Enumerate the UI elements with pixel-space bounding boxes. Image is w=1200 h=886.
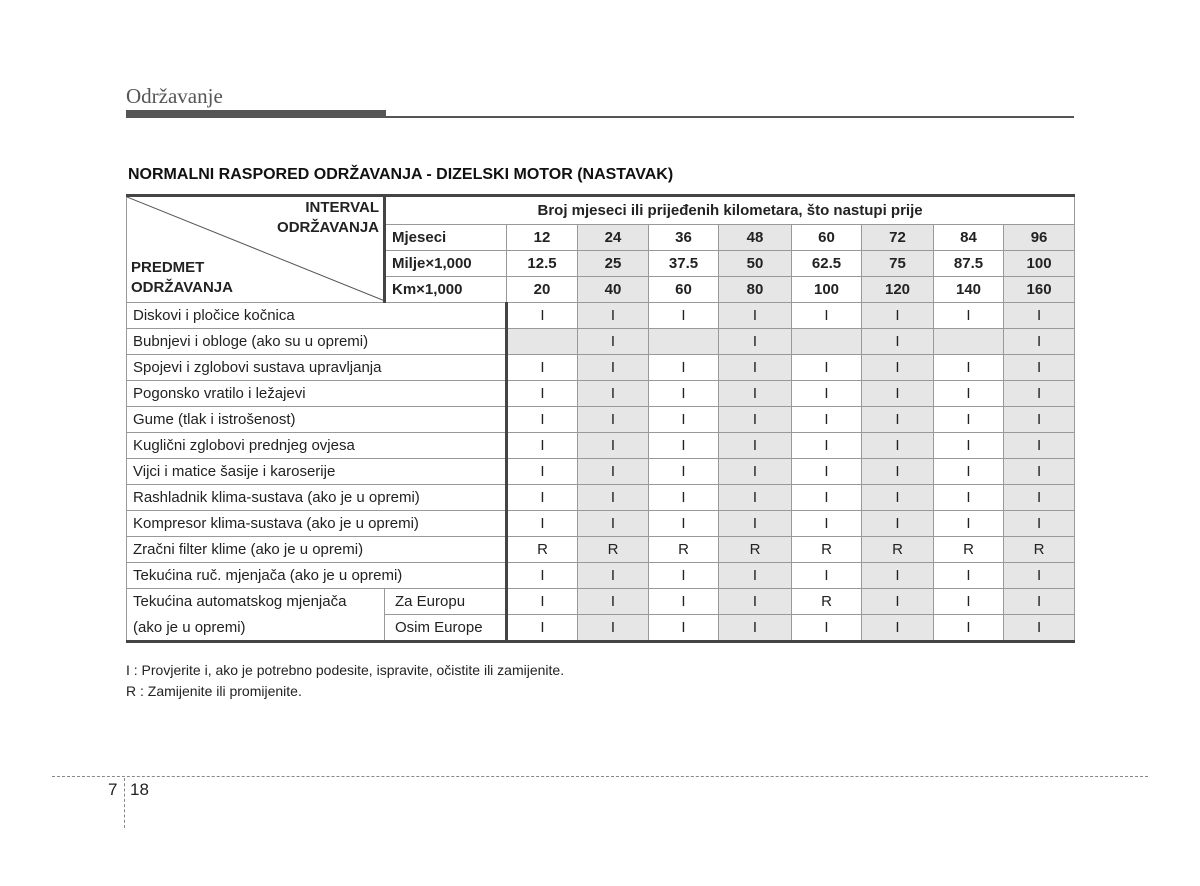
km-cell: 100: [792, 277, 862, 303]
item-label: Tekućina ruč. mjenjača (ako je u opremi): [127, 563, 507, 589]
schedule-mark: I: [719, 589, 792, 615]
schedule-mark: I: [1004, 303, 1075, 329]
schedule-mark: I: [862, 485, 934, 511]
schedule-mark: I: [1004, 563, 1075, 589]
schedule-mark: I: [507, 355, 578, 381]
item-label-line1: PREDMET: [131, 259, 205, 276]
schedule-mark: I: [507, 459, 578, 485]
schedule-mark: R: [507, 537, 578, 563]
page-number: 18: [130, 780, 149, 799]
schedule-mark: I: [578, 303, 649, 329]
schedule-mark: I: [578, 485, 649, 511]
schedule-mark: I: [649, 589, 719, 615]
schedule-mark: I: [934, 433, 1004, 459]
km-cell: 80: [719, 277, 792, 303]
schedule-mark: I: [862, 303, 934, 329]
schedule-mark: I: [792, 563, 862, 589]
table-row: [127, 303, 1075, 329]
schedule-mark: R: [934, 537, 1004, 563]
interval-label-line1: INTERVAL: [305, 199, 379, 216]
miles-cell: 25: [578, 251, 649, 277]
schedule-mark: I: [719, 303, 792, 329]
schedule-mark: R: [719, 537, 792, 563]
schedule-mark: I: [862, 355, 934, 381]
legend-replace: R : Zamijenite ili promijenite.: [126, 683, 302, 699]
schedule-mark: I: [934, 407, 1004, 433]
interval-span-header: Broj mjeseci ili prijeđenih kilometara, što nastupi prije: [385, 196, 1075, 225]
km-cell: 60: [649, 277, 719, 303]
item-label: Pogonsko vratilo i ležajevi: [127, 381, 507, 407]
table-row: [127, 433, 1075, 459]
km-cell: 140: [934, 277, 1004, 303]
schedule-mark: R: [649, 537, 719, 563]
schedule-mark: I: [719, 433, 792, 459]
schedule-mark: I: [1004, 433, 1075, 459]
months-cell: 72: [862, 225, 934, 251]
km-label: Km×1,000: [385, 277, 507, 303]
schedule-mark: I: [578, 407, 649, 433]
schedule-mark: [649, 329, 719, 355]
schedule-mark: I: [649, 433, 719, 459]
schedule-mark: I: [934, 381, 1004, 407]
schedule-mark: I: [792, 511, 862, 537]
schedule-mark: I: [649, 563, 719, 589]
schedule-mark: I: [1004, 589, 1075, 615]
schedule-mark: [934, 329, 1004, 355]
schedule-mark: I: [862, 589, 934, 615]
schedule-mark: I: [862, 329, 934, 355]
schedule-mark: I: [649, 511, 719, 537]
schedule-mark: I: [578, 459, 649, 485]
schedule-mark: I: [862, 459, 934, 485]
schedule-mark: I: [578, 563, 649, 589]
miles-label: Milje×1,000: [385, 251, 507, 277]
schedule-mark: I: [1004, 381, 1075, 407]
schedule-mark: I: [578, 615, 649, 642]
item-label: Kuglični zglobovi prednjeg ovjesa: [127, 433, 507, 459]
schedule-mark: I: [792, 615, 862, 642]
item-label: Diskovi i pločice kočnica: [127, 303, 507, 329]
schedule-mark: I: [578, 589, 649, 615]
km-cell: 120: [862, 277, 934, 303]
schedule-mark: I: [792, 381, 862, 407]
miles-cell: 62.5: [792, 251, 862, 277]
schedule-mark: I: [719, 615, 792, 642]
schedule-mark: I: [862, 381, 934, 407]
non-europe-label: Osim Europe: [385, 615, 507, 642]
schedule-mark: I: [862, 407, 934, 433]
table-row: [127, 511, 1075, 537]
schedule-mark: I: [507, 407, 578, 433]
table-row: [127, 381, 1075, 407]
items-body: [127, 303, 1075, 589]
table-row: [127, 563, 1075, 589]
schedule-mark: I: [1004, 615, 1075, 642]
schedule-mark: I: [792, 355, 862, 381]
months-cell: 24: [578, 225, 649, 251]
table-row: [127, 407, 1075, 433]
schedule-mark: I: [649, 615, 719, 642]
schedule-mark: I: [578, 355, 649, 381]
schedule-mark: I: [792, 303, 862, 329]
section-title: Održavanje: [126, 84, 223, 108]
schedule-mark: I: [719, 511, 792, 537]
schedule-mark: I: [507, 589, 578, 615]
schedule-mark: I: [649, 355, 719, 381]
schedule-mark: I: [507, 381, 578, 407]
auto-transmission-body: [127, 589, 1075, 642]
schedule-mark: I: [792, 459, 862, 485]
table-corner-header: [127, 196, 385, 303]
schedule-mark: I: [649, 407, 719, 433]
schedule-mark: I: [792, 485, 862, 511]
schedule-mark: I: [1004, 485, 1075, 511]
months-cell: 48: [719, 225, 792, 251]
legend-inspect: I : Provjerite i, ako je potrebno podesite, ispravite, očistite ili zamijenite.: [126, 662, 565, 678]
schedule-mark: I: [578, 511, 649, 537]
schedule-mark: I: [862, 433, 934, 459]
interval-label-line2: ODRŽAVANJA: [277, 219, 379, 236]
item-label: Kompresor klima-sustava (ako je u opremi): [127, 511, 507, 537]
header-rule: [126, 116, 1074, 118]
months-cell: 60: [792, 225, 862, 251]
table-row: [127, 459, 1075, 485]
schedule-mark: I: [507, 563, 578, 589]
item-label: Spojevi i zglobovi sustava upravljanja: [127, 355, 507, 381]
schedule-mark: I: [507, 433, 578, 459]
schedule-mark: I: [649, 303, 719, 329]
schedule-mark: I: [934, 563, 1004, 589]
schedule-mark: I: [719, 485, 792, 511]
europe-label: Za Europu: [385, 589, 507, 615]
schedule-mark: I: [792, 433, 862, 459]
schedule-mark: I: [507, 303, 578, 329]
table-row: [127, 589, 1075, 615]
schedule-mark: I: [862, 511, 934, 537]
km-cell: 40: [578, 277, 649, 303]
schedule-mark: I: [934, 511, 1004, 537]
table-row: [127, 485, 1075, 511]
table-row: [127, 329, 1075, 355]
schedule-mark: I: [1004, 459, 1075, 485]
schedule-mark: I: [578, 329, 649, 355]
chapter-number: 7: [108, 780, 118, 799]
km-cell: 160: [1004, 277, 1075, 303]
schedule-mark: I: [1004, 407, 1075, 433]
footer-dashed-rule: [52, 776, 1148, 777]
miles-cell: 75: [862, 251, 934, 277]
miles-cell: 12.5: [507, 251, 578, 277]
table-row: [127, 537, 1075, 563]
table-row: [127, 615, 1075, 642]
schedule-mark: I: [1004, 355, 1075, 381]
miles-cell: 100: [1004, 251, 1075, 277]
km-cell: 20: [507, 277, 578, 303]
miles-cell: 37.5: [649, 251, 719, 277]
months-cell: 12: [507, 225, 578, 251]
schedule-mark: I: [719, 407, 792, 433]
item-label-line2: ODRŽAVANJA: [131, 279, 233, 296]
footer-dashed-divider: [124, 778, 125, 828]
schedule-mark: I: [862, 563, 934, 589]
miles-cell: 50: [719, 251, 792, 277]
auto-trans-label-line2: (ako je u opremi): [127, 615, 385, 642]
schedule-mark: R: [578, 537, 649, 563]
schedule-mark: I: [792, 407, 862, 433]
table-title: NORMALNI RASPORED ODRŽAVANJA - DIZELSKI MOTOR (NASTAVAK): [128, 166, 674, 183]
months-label: Mjeseci: [385, 225, 507, 251]
schedule-mark: I: [862, 615, 934, 642]
item-label: Bubnjevi i obloge (ako su u opremi): [127, 329, 507, 355]
schedule-mark: I: [649, 381, 719, 407]
schedule-mark: R: [792, 589, 862, 615]
schedule-mark: R: [1004, 537, 1075, 563]
schedule-mark: I: [719, 381, 792, 407]
schedule-mark: R: [792, 537, 862, 563]
schedule-mark: [792, 329, 862, 355]
schedule-mark: I: [934, 485, 1004, 511]
schedule-mark: I: [719, 563, 792, 589]
item-label: Rashladnik klima-sustava (ako je u opremi): [127, 485, 507, 511]
months-cell: 36: [649, 225, 719, 251]
schedule-mark: I: [719, 329, 792, 355]
auto-trans-label-line1: Tekućina automatskog mjenjača: [127, 589, 385, 615]
schedule-mark: I: [507, 511, 578, 537]
schedule-mark: I: [719, 459, 792, 485]
schedule-mark: I: [578, 381, 649, 407]
schedule-mark: I: [649, 459, 719, 485]
schedule-mark: I: [507, 485, 578, 511]
schedule-mark: I: [1004, 511, 1075, 537]
table-row: [127, 355, 1075, 381]
schedule-mark: [507, 329, 578, 355]
schedule-mark: I: [934, 589, 1004, 615]
item-label: Zračni filter klime (ako je u opremi): [127, 537, 507, 563]
schedule-mark: I: [934, 355, 1004, 381]
item-label: Gume (tlak i istrošenost): [127, 407, 507, 433]
maintenance-schedule-table: [126, 194, 1075, 643]
schedule-mark: I: [719, 355, 792, 381]
schedule-mark: I: [934, 615, 1004, 642]
schedule-mark: I: [934, 459, 1004, 485]
schedule-mark: I: [934, 303, 1004, 329]
schedule-mark: R: [862, 537, 934, 563]
schedule-mark: I: [649, 485, 719, 511]
months-cell: 84: [934, 225, 1004, 251]
schedule-mark: I: [1004, 329, 1075, 355]
miles-cell: 87.5: [934, 251, 1004, 277]
schedule-mark: I: [578, 433, 649, 459]
months-cell: 96: [1004, 225, 1075, 251]
schedule-mark: I: [507, 615, 578, 642]
item-label: Vijci i matice šasije i karoserije: [127, 459, 507, 485]
